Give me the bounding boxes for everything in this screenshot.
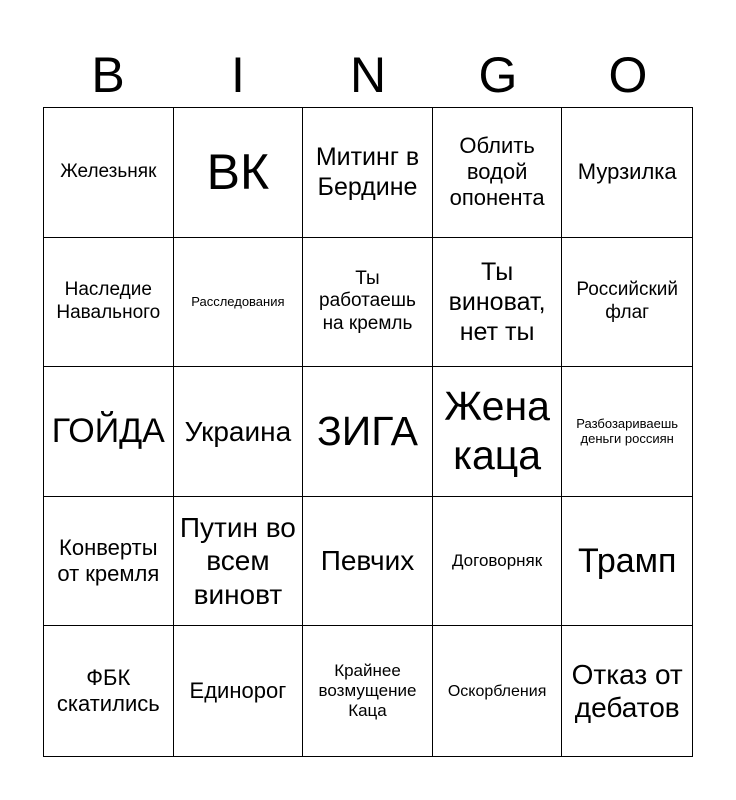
bingo-cell[interactable] <box>44 497 174 627</box>
bingo-cell[interactable] <box>562 497 692 627</box>
cell-label: Ты работаешь на кремль <box>319 267 416 335</box>
bingo-cell[interactable] <box>174 626 304 756</box>
bingo-cell[interactable] <box>174 108 304 238</box>
bingo-cell[interactable] <box>562 238 692 368</box>
cell-label: Певчих <box>320 545 415 577</box>
bingo-cell[interactable] <box>174 367 304 497</box>
cell-label: Разбозариваешь деньги россиян <box>576 415 679 447</box>
cell-label: Железьняк <box>60 160 157 182</box>
cell-label: Путин во всем виновт <box>179 511 296 610</box>
bingo-cell[interactable] <box>44 238 174 368</box>
bingo-cell[interactable] <box>303 367 433 497</box>
bingo-cell[interactable] <box>303 626 433 756</box>
cell-label: Облить водой опонента <box>449 132 545 211</box>
cell-label: Мурзилка <box>577 159 677 185</box>
bingo-cell[interactable] <box>44 367 174 497</box>
bingo-cell[interactable] <box>433 497 563 627</box>
cell-label: ФБК скатились <box>56 664 160 717</box>
bingo-cell[interactable] <box>303 238 433 368</box>
bingo-cell[interactable] <box>433 367 563 497</box>
bingo-cell[interactable] <box>562 108 692 238</box>
bingo-cell[interactable] <box>562 367 692 497</box>
header-letter-b: B <box>91 47 125 103</box>
cell-label: Жена каца <box>444 383 550 479</box>
header-letter-o: O <box>608 47 648 103</box>
bingo-header <box>43 42 693 108</box>
cell-label: Украина <box>184 415 292 447</box>
bingo-cell[interactable] <box>303 108 433 238</box>
cell-label: Ты виноват, нет ты <box>448 257 546 346</box>
cell-label: ЗИГА <box>316 407 419 454</box>
bingo-cell[interactable] <box>433 238 563 368</box>
bingo-cell[interactable] <box>44 626 174 756</box>
bingo-cell[interactable] <box>562 626 692 756</box>
cell-label: Митинг в Бердине <box>315 143 420 202</box>
bingo-cell[interactable] <box>433 626 563 756</box>
bingo-cell[interactable] <box>44 108 174 238</box>
cell-label: Трамп <box>577 541 677 580</box>
cell-label: Конверты от кремля <box>57 534 160 587</box>
cell-label: Наследие Навального <box>56 279 161 323</box>
header-letter-n: N <box>349 47 387 103</box>
cell-label: Единорог <box>189 678 287 703</box>
cell-label: ВК <box>206 144 270 201</box>
bingo-board <box>43 107 693 757</box>
cell-label: Российский флаг <box>576 279 679 323</box>
cell-label: Крайнее возмущение Каца <box>318 660 417 721</box>
cell-label: Отказ от дебатов <box>571 658 683 724</box>
bingo-cell[interactable] <box>303 497 433 627</box>
bingo-cell[interactable] <box>174 497 304 627</box>
header-letter-g: G <box>478 47 518 103</box>
cell-label: ГОЙДА <box>51 412 165 451</box>
header-letter-i: I <box>231 47 245 103</box>
cell-label: Договорняк <box>451 550 543 570</box>
bingo-cell[interactable] <box>433 108 563 238</box>
bingo-cell[interactable] <box>174 238 304 368</box>
cell-label: Расследования <box>191 294 285 310</box>
cell-label: Оскорбления <box>447 682 547 700</box>
